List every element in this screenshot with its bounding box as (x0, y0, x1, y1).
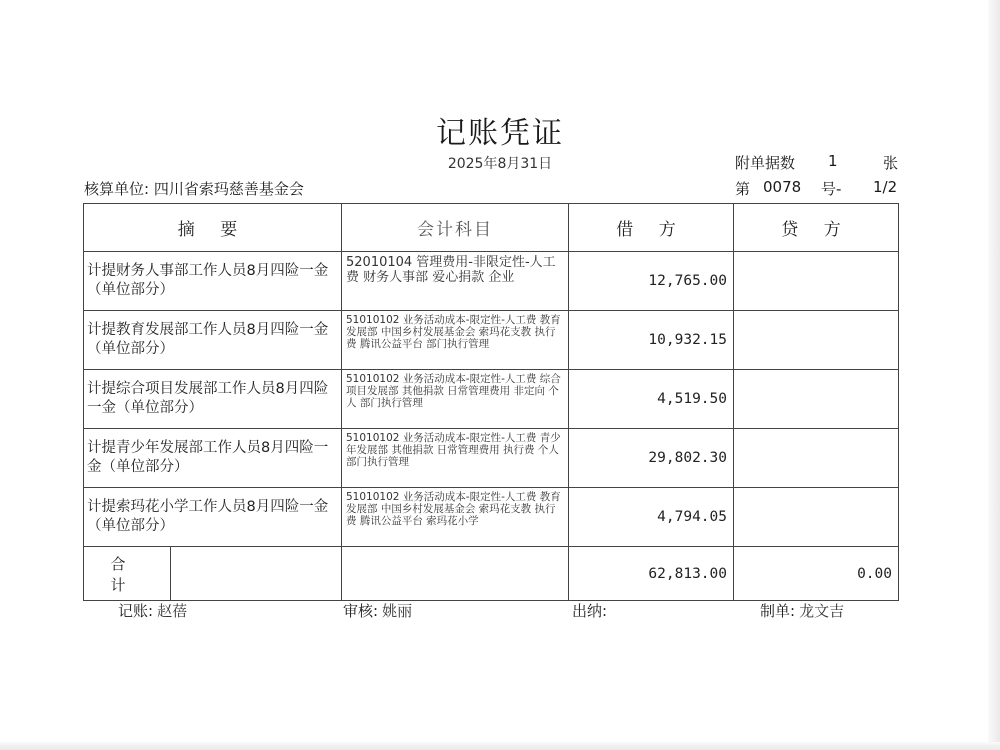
row-summary: 计提财务人事部工作人员8月四险一金（单位部分） (84, 252, 342, 311)
row-summary: 计提教育发展部工作人员8月四险一金（单位部分） (84, 311, 342, 370)
row-account: 52010104 管理费用-非限定性-人工费 财务人事部 爱心捐款 企业 (342, 252, 569, 311)
row-credit (734, 370, 899, 429)
row-summary: 计提索玛花小学工作人员8月四险一金（单位部分） (84, 488, 342, 547)
row-debit: 4,519.50 (569, 370, 734, 429)
total-row (84, 547, 899, 601)
row-account: 51010102 业务活动成本-限定性-人工费 教育发展部 中国乡村发展基金会 索玛花支教 执行费 腾讯公益平台 部门执行管理 (342, 311, 569, 370)
row-credit (734, 311, 899, 370)
voucher-no-prefix: 第 (735, 180, 751, 198)
row-credit (734, 252, 899, 311)
total-label: 合 计 (84, 547, 171, 600)
row-summary: 计提综合项目发展部工作人员8月四险一金（单位部分） (84, 370, 342, 429)
row-debit: 29,802.30 (569, 429, 734, 488)
attachments-label: 附单据数 (735, 154, 796, 172)
table-row (84, 252, 899, 311)
total-debit: 62,813.00 (569, 547, 734, 601)
row-debit: 12,765.00 (569, 252, 734, 311)
cashier-label: 出纳: (572, 602, 608, 620)
reviewer-name: 姚丽 (382, 602, 413, 620)
page-edge (0, 742, 1000, 750)
footer-bookkeeper (118, 600, 187, 621)
attachments-info (735, 152, 899, 173)
row-account: 51010102 业务活动成本-限定性-人工费 教育发展部 中国乡村发展基金会 索玛花支教 执行费 腾讯公益平台 索玛花小学 (342, 488, 569, 547)
preparer-label: 制单: (760, 602, 796, 620)
footer-reviewer (343, 600, 412, 621)
accounting-unit (84, 178, 304, 199)
row-credit (734, 429, 899, 488)
voucher-date: 2025年8月31日 (447, 156, 553, 172)
total-credit: 0.00 (734, 547, 899, 601)
table-row (84, 370, 899, 429)
total-blank-subject (342, 547, 569, 601)
bookkeeper-name: 赵蓓 (157, 602, 188, 620)
preparer-name: 龙文吉 (799, 602, 845, 620)
table-row (84, 488, 899, 547)
voucher-no-value: 0078 (763, 178, 802, 196)
voucher-table (83, 203, 899, 601)
row-account: 51010102 业务活动成本-限定性-人工费 青少年发展部 其他捐款 日常管理费用 执行费 个人 部门执行管理 (342, 429, 569, 488)
attachments-unit: 张 (883, 154, 899, 172)
header-summary: 摘 要 (84, 204, 342, 252)
bookkeeper-label: 记账: (118, 602, 154, 620)
row-account: 51010102 业务活动成本-限定性-人工费 综合项目发展部 其他捐款 日常管理费用 非定向 个人 部门执行管理 (342, 370, 569, 429)
row-debit: 10,932.15 (569, 311, 734, 370)
unit-name: 四川省索玛慈善基金会 (153, 180, 304, 198)
table-header (84, 204, 899, 252)
header-subject: 会计科目 (342, 204, 569, 252)
voucher-title: 记账凭证 (436, 116, 564, 151)
table-row (84, 429, 899, 488)
attachments-count: 1 (828, 152, 838, 170)
footer-cashier (572, 600, 611, 621)
header-credit: 贷 方 (734, 204, 899, 252)
total-label-cell (84, 547, 342, 601)
header-debit: 借 方 (569, 204, 734, 252)
table-row (84, 311, 899, 370)
voucher-no-suffix: 号- (821, 180, 842, 198)
unit-label: 核算单位: (84, 180, 150, 198)
row-summary: 计提青少年发展部工作人员8月四险一金（单位部分） (84, 429, 342, 488)
row-credit (734, 488, 899, 547)
reviewer-label: 审核: (343, 602, 379, 620)
row-debit: 4,794.05 (569, 488, 734, 547)
voucher-page: 1/2 (873, 178, 898, 196)
total-blank (171, 547, 341, 600)
footer-preparer (760, 600, 844, 621)
